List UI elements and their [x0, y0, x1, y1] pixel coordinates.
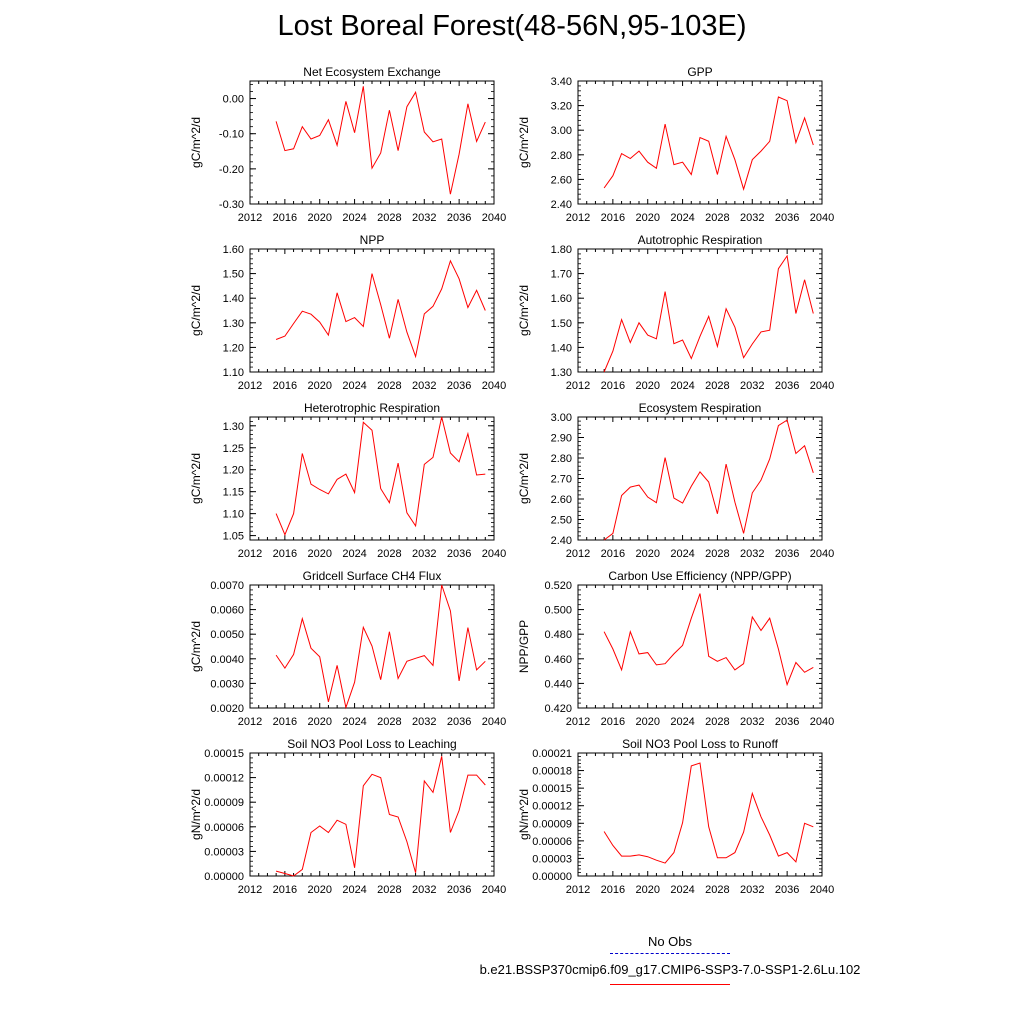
- y-tick-label: 2.90: [550, 432, 572, 445]
- y-tick-label: 0.00021: [532, 748, 572, 760]
- x-tick-label: 2040: [481, 380, 507, 392]
- y-tick-label: 0.420: [544, 703, 572, 715]
- y-tick-label: 1.60: [550, 293, 572, 306]
- y-axis-label: NPP/GPP: [517, 619, 531, 674]
- y-axis-label: gC/m^2/d: [517, 117, 531, 168]
- y-tick-label: 1.20: [222, 342, 244, 355]
- x-tick-label: 2040: [481, 716, 507, 728]
- x-tick-label: 2032: [412, 548, 437, 560]
- x-tick-label: 2016: [272, 716, 298, 728]
- x-tick-label: 2016: [600, 716, 626, 728]
- y-tick-label: 0.520: [544, 580, 572, 592]
- x-tick-label: 2028: [705, 884, 730, 896]
- y-tick-label: 0.00015: [532, 783, 572, 796]
- x-tick-label: 2020: [635, 212, 660, 224]
- y-tick-label: 2.80: [550, 149, 572, 162]
- x-tick-label: 2040: [809, 884, 835, 896]
- y-tick-label: 0.0060: [210, 604, 244, 617]
- series-line: [604, 97, 813, 189]
- y-tick-label: 0.0070: [210, 580, 244, 592]
- x-tick-label: 2024: [342, 716, 367, 728]
- chart-title: Soil NO3 Pool Loss to Runoff: [622, 737, 778, 751]
- x-tick-label: 2012: [237, 716, 263, 728]
- chart-panel: [517, 233, 834, 392]
- y-tick-label: 0.00009: [532, 818, 572, 831]
- x-tick-label: 2020: [307, 884, 332, 896]
- x-tick-label: 2032: [740, 548, 765, 560]
- x-tick-label: 2024: [342, 548, 367, 560]
- chart-title: Net Ecosystem Exchange: [303, 65, 441, 79]
- x-tick-label: 2024: [670, 380, 695, 392]
- x-tick-label: 2016: [600, 212, 626, 224]
- y-axis-label: gC/m^2/d: [517, 453, 531, 504]
- chart-panel: [189, 737, 506, 896]
- chart-title: Gridcell Surface CH4 Flux: [302, 569, 442, 583]
- x-tick-label: 2028: [705, 548, 730, 560]
- x-tick-label: 2016: [272, 212, 298, 224]
- x-tick-label: 2040: [481, 884, 507, 896]
- y-tick-label: 2.40: [550, 199, 572, 211]
- chart-title: GPP: [687, 65, 713, 79]
- x-tick-label: 2036: [446, 548, 472, 560]
- legend-obs-label: No Obs: [647, 934, 693, 949]
- x-tick-label: 2020: [635, 380, 660, 392]
- y-tick-label: 0.00009: [204, 797, 244, 810]
- x-tick-label: 2012: [565, 380, 591, 392]
- plot-frame: [578, 249, 822, 372]
- y-tick-label: 0.00018: [532, 765, 572, 778]
- x-tick-label: 2016: [600, 548, 626, 560]
- y-tick-label: 0.00012: [532, 800, 572, 813]
- x-tick-label: 2028: [705, 212, 730, 224]
- x-tick-label: 2020: [307, 212, 332, 224]
- chart-panel: [517, 401, 834, 560]
- x-tick-label: 2012: [237, 212, 263, 224]
- y-tick-label: 1.30: [550, 367, 572, 379]
- plot-frame: [578, 417, 822, 540]
- x-tick-label: 2032: [740, 380, 765, 392]
- y-tick-label: 0.480: [544, 629, 572, 642]
- y-axis-label: gC/m^2/d: [189, 285, 203, 336]
- chart-title: Soil NO3 Pool Loss to Leaching: [287, 737, 457, 751]
- y-tick-label: 1.30: [222, 317, 244, 330]
- y-tick-label: 1.40: [222, 293, 244, 306]
- y-tick-label: 0.0040: [210, 653, 244, 666]
- x-tick-label: 2036: [774, 548, 800, 560]
- x-tick-label: 2040: [809, 548, 835, 560]
- x-tick-label: 2036: [446, 380, 472, 392]
- y-tick-label: 2.70: [550, 473, 572, 486]
- legend: [440, 930, 900, 1000]
- y-tick-label: 1.30: [222, 420, 244, 433]
- x-tick-label: 2032: [412, 380, 437, 392]
- plot-frame: [250, 81, 494, 204]
- x-tick-label: 2032: [412, 716, 437, 728]
- y-tick-label: 1.60: [222, 244, 244, 256]
- x-tick-label: 2012: [237, 548, 263, 560]
- x-tick-label: 2032: [412, 884, 437, 896]
- x-tick-label: 2020: [635, 548, 660, 560]
- x-tick-label: 2020: [635, 884, 660, 896]
- y-axis-label: gC/m^2/d: [189, 453, 203, 504]
- y-tick-label: 1.25: [222, 442, 244, 455]
- y-tick-label: 0.00000: [532, 871, 572, 883]
- series-line: [604, 256, 813, 372]
- y-tick-label: 3.00: [550, 412, 572, 424]
- series-line: [276, 86, 485, 194]
- series-line: [276, 417, 485, 535]
- x-tick-label: 2024: [342, 884, 367, 896]
- x-tick-label: 2024: [670, 212, 695, 224]
- y-tick-label: 2.60: [550, 494, 572, 506]
- x-tick-label: 2028: [377, 884, 402, 896]
- y-tick-label: 0.00006: [532, 835, 572, 848]
- series-line: [276, 585, 485, 708]
- y-tick-label: 1.80: [550, 244, 572, 256]
- y-tick-label: 0.440: [544, 678, 572, 691]
- x-tick-label: 2036: [774, 380, 800, 392]
- y-axis-label: gC/m^2/d: [517, 285, 531, 336]
- x-tick-label: 2028: [377, 548, 402, 560]
- y-tick-label: -0.10: [218, 128, 244, 141]
- y-tick-label: 2.40: [550, 535, 572, 547]
- plot-frame: [250, 249, 494, 372]
- x-tick-label: 2040: [809, 380, 835, 392]
- y-tick-label: 0.00015: [204, 748, 244, 760]
- y-tick-label: 0.00003: [532, 853, 572, 866]
- y-tick-label: 3.20: [550, 100, 572, 113]
- y-tick-label: 0.00006: [204, 821, 244, 834]
- plot-frame: [250, 417, 494, 540]
- y-tick-label: 2.60: [550, 174, 572, 187]
- x-tick-label: 2036: [446, 716, 472, 728]
- series-line: [604, 763, 813, 863]
- y-tick-label: 1.70: [550, 268, 572, 281]
- y-axis-label: gC/m^2/d: [189, 117, 203, 168]
- x-tick-label: 2012: [237, 884, 263, 896]
- y-tick-label: 3.40: [550, 76, 572, 88]
- chart-title: Ecosystem Respiration: [638, 401, 762, 415]
- chart-panel: [517, 737, 834, 896]
- y-axis-label: gC/m^2/d: [189, 621, 203, 672]
- y-tick-label: 0.00003: [204, 846, 244, 859]
- y-tick-label: 0.0030: [210, 678, 244, 691]
- x-tick-label: 2016: [600, 380, 626, 392]
- y-tick-label: 0.0020: [210, 703, 244, 715]
- y-tick-label: 0.0050: [210, 629, 244, 642]
- x-tick-label: 2024: [342, 212, 367, 224]
- y-tick-label: 1.50: [550, 317, 572, 330]
- y-tick-label: 1.20: [222, 464, 244, 477]
- x-tick-label: 2024: [670, 548, 695, 560]
- y-tick-label: 0.500: [544, 604, 572, 617]
- chart-title: Autotrophic Respiration: [637, 233, 763, 247]
- legend-run-label: b.e21.BSSP370cmip6.f09_g17.CMIP6-SSP3-7.0-SSP1-2.6Lu.102: [479, 962, 861, 977]
- chart-panel: [517, 569, 834, 728]
- x-tick-label: 2036: [446, 884, 472, 896]
- plot-frame: [578, 753, 822, 876]
- y-tick-label: 0.460: [544, 653, 572, 666]
- x-tick-label: 2020: [307, 380, 332, 392]
- x-tick-label: 2024: [670, 884, 695, 896]
- x-tick-label: 2032: [412, 212, 437, 224]
- x-tick-label: 2016: [272, 548, 298, 560]
- y-tick-label: 2.80: [550, 453, 572, 465]
- y-tick-label: 1.10: [222, 367, 244, 379]
- x-tick-label: 2016: [272, 380, 298, 392]
- series-line: [604, 594, 813, 685]
- y-tick-label: 1.40: [550, 342, 572, 355]
- x-tick-label: 2028: [377, 212, 402, 224]
- series-line: [276, 261, 485, 357]
- x-tick-label: 2028: [705, 716, 730, 728]
- y-tick-label: 3.00: [550, 125, 572, 138]
- x-tick-label: 2028: [377, 380, 402, 392]
- y-tick-label: 0.00: [222, 93, 244, 106]
- x-tick-label: 2020: [635, 716, 660, 728]
- legend-obs-line: [610, 953, 730, 954]
- chart-panel: [189, 569, 506, 728]
- x-tick-label: 2020: [307, 716, 332, 728]
- x-tick-label: 2016: [600, 884, 626, 896]
- x-tick-label: 2016: [272, 884, 298, 896]
- chart-title: NPP: [359, 233, 385, 247]
- x-tick-label: 2036: [774, 716, 800, 728]
- y-tick-label: -0.30: [218, 199, 244, 211]
- x-tick-label: 2028: [377, 716, 402, 728]
- series-line: [604, 420, 813, 540]
- x-tick-label: 2032: [740, 212, 765, 224]
- x-tick-label: 2032: [740, 716, 765, 728]
- chart-title: Heterotrophic Respiration: [303, 401, 441, 415]
- x-tick-label: 2012: [565, 548, 591, 560]
- x-tick-label: 2024: [342, 380, 367, 392]
- y-tick-label: -0.20: [218, 163, 244, 176]
- legend-run-line: [610, 984, 730, 985]
- x-tick-label: 2040: [809, 716, 835, 728]
- x-tick-label: 2012: [565, 716, 591, 728]
- y-tick-label: 1.15: [222, 486, 244, 499]
- y-tick-label: 1.50: [222, 268, 244, 281]
- y-tick-label: 1.05: [222, 530, 244, 543]
- y-axis-label: gN/m^2/d: [517, 789, 531, 840]
- y-tick-label: 2.50: [550, 514, 572, 527]
- page-title: Lost Boreal Forest(48-56N,95-103E): [277, 10, 747, 42]
- x-tick-label: 2012: [565, 212, 591, 224]
- y-tick-label: 0.00012: [204, 772, 244, 785]
- x-tick-label: 2040: [481, 548, 507, 560]
- y-tick-label: 1.10: [222, 508, 244, 521]
- x-tick-label: 2024: [670, 716, 695, 728]
- x-tick-label: 2036: [774, 212, 800, 224]
- x-tick-label: 2036: [446, 212, 472, 224]
- chart-panel: [517, 65, 834, 224]
- series-line: [276, 756, 485, 876]
- y-axis-label: gN/m^2/d: [189, 789, 203, 840]
- chart-title: Carbon Use Efficiency (NPP/GPP): [608, 569, 792, 583]
- x-tick-label: 2020: [307, 548, 332, 560]
- x-tick-label: 2012: [565, 884, 591, 896]
- y-tick-label: 0.00000: [204, 871, 244, 883]
- x-tick-label: 2012: [237, 380, 263, 392]
- x-tick-label: 2040: [809, 212, 835, 224]
- plot-frame: [578, 585, 822, 708]
- chart-panel: [189, 65, 506, 224]
- chart-panel: [189, 233, 506, 392]
- chart-panel: [189, 401, 506, 560]
- x-tick-label: 2032: [740, 884, 765, 896]
- x-tick-label: 2028: [705, 380, 730, 392]
- x-tick-label: 2036: [774, 884, 800, 896]
- x-tick-label: 2040: [481, 212, 507, 224]
